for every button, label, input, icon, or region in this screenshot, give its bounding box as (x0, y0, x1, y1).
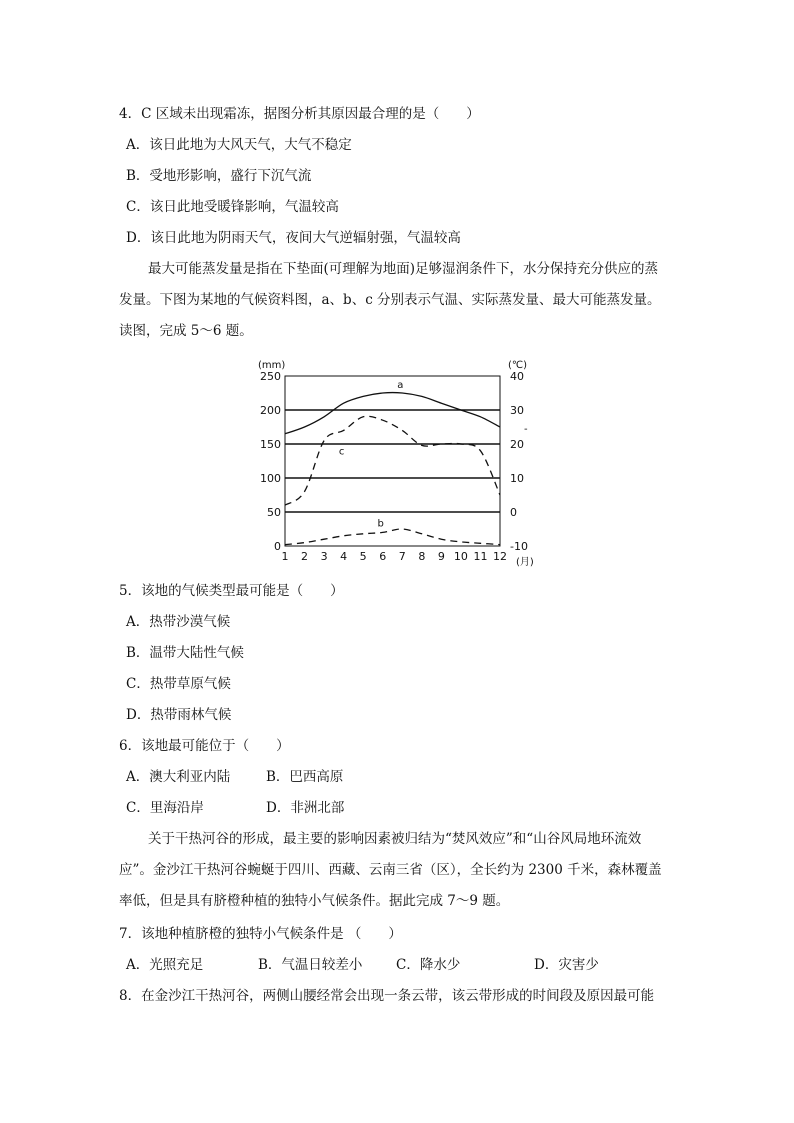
q5-option-b: B．温带大陆性气候 (126, 645, 244, 661)
question-5-stem: 5．该地的气候类型最可能是（ ） (119, 583, 344, 599)
chart-x-tick-label: 10 (453, 550, 468, 563)
chart-left-tick-label: 150 (260, 438, 281, 451)
chart-left-tick-label: 0 (274, 540, 281, 553)
question-4-stem: 4．C 区域未出现霜冻，据图分析其原因最合理的是（ ） (119, 106, 480, 122)
chart-right-tick-label: 20 (510, 438, 524, 451)
chart-x-tick-label: 7 (398, 550, 406, 563)
chart-x-tick-label: 3 (320, 550, 328, 563)
intro1-line-2: 发量。下图为某地的气候资料图，a、b、c 分别表示气温、实际蒸发量、最大可能蒸发量。 (119, 292, 661, 308)
series-b-line (285, 529, 500, 545)
q4-option-c: C．该日此地受暖锋影响，气温较高 (126, 199, 339, 215)
intro1-line-1: 最大可能蒸发量是指在下垫面(可理解为地面)足够湿润条件下，水分保持充分供应的蒸 (148, 261, 659, 277)
chart-left-tick-label: 50 (267, 506, 281, 519)
chart-x-tick-label: 5 (359, 550, 367, 563)
chart-x-tick-label: 12 (493, 550, 507, 563)
chart-right-tick-label: 10 (510, 472, 524, 485)
chart-left-tick-label: 100 (260, 472, 281, 485)
intro2-line-2: 应”。金沙江干热河谷蜿蜒于四川、西藏、云南三省（区），全长约为 2300 千米，森林覆盖 (119, 862, 662, 878)
q5-option-d: D．热带雨林气候 (126, 707, 232, 723)
q7-option-c: C．降水少 (396, 957, 461, 973)
chart-x-tick-label: 4 (340, 550, 348, 563)
climate-chart (252, 356, 532, 574)
q4-option-b: B．受地形影响，盛行下沉气流 (126, 168, 312, 184)
series-c-line (285, 416, 500, 505)
intro1-line-3: 读图，完成 5～6 题。 (119, 323, 253, 339)
question-7-stem: 7．该地种植脐橙的独特小气候条件是 （ ） (119, 926, 402, 942)
chart-x-tick-label: 9 (437, 550, 445, 563)
chart-x-tick-label: 2 (301, 550, 309, 563)
chart-x-tick-label: 8 (418, 550, 426, 563)
q7-option-d: D．灾害少 (534, 957, 599, 973)
intro2-line-1: 关于干热河谷的形成，最主要的影响因素被归结为“焚风效应”和“山谷风局地环流效 (148, 831, 642, 847)
chart-x-tick-label: 6 (379, 550, 387, 563)
intro2-line-3: 率低，但是具有脐橙种植的独特小气候条件。据此完成 7～9 题。 (119, 893, 510, 909)
chart-right-tick-label: -10 (510, 540, 528, 553)
question-8-stem: 8．在金沙江干热河谷，两侧山腰经常会出现一条云带，该云带形成的时间段及原因最可能 (119, 988, 655, 1004)
chart-left-tick-label: 250 (260, 370, 281, 383)
q7-option-a: A．光照充足 (126, 957, 204, 973)
question-6-stem: 6．该地最可能位于（ ） (119, 738, 290, 754)
chart-side-mark: - (524, 424, 528, 435)
q5-option-a: A．热带沙漠气候 (126, 614, 231, 630)
chart-right-unit: (℃) (508, 360, 528, 371)
series-b-label: b (377, 518, 384, 530)
chart-x-tick-label: 1 (281, 550, 289, 563)
q7-option-b: B．气温日较差小 (258, 957, 363, 973)
chart-frame (285, 376, 500, 546)
q6-option-a: A．澳大利亚内陆 (126, 769, 231, 785)
chart-x-unit: (月) (516, 557, 534, 568)
chart-left-unit: (mm) (258, 360, 286, 371)
chart-right-tick-label: 30 (510, 404, 524, 417)
q5-option-c: C．热带草原气候 (126, 676, 231, 692)
chart-x-tick-label: 11 (473, 550, 488, 563)
chart-right-tick-label: 40 (510, 370, 524, 383)
series-a-label: a (397, 380, 404, 391)
q6-option-d: D．非洲北部 (266, 800, 345, 816)
q4-option-a: A．该日此地为大风天气，大气不稳定 (126, 137, 352, 153)
chart-right-tick-label: 0 (510, 506, 517, 519)
chart-left-tick-label: 200 (260, 404, 281, 417)
q6-option-c: C．里海沿岸 (126, 800, 204, 816)
series-c-label: c (338, 446, 345, 458)
q4-option-d: D．该日此地为阴雨天气，夜间大气逆辐射强，气温较高 (126, 230, 461, 246)
q6-option-b: B．巴西高原 (266, 769, 344, 785)
series-a-line (285, 393, 500, 434)
